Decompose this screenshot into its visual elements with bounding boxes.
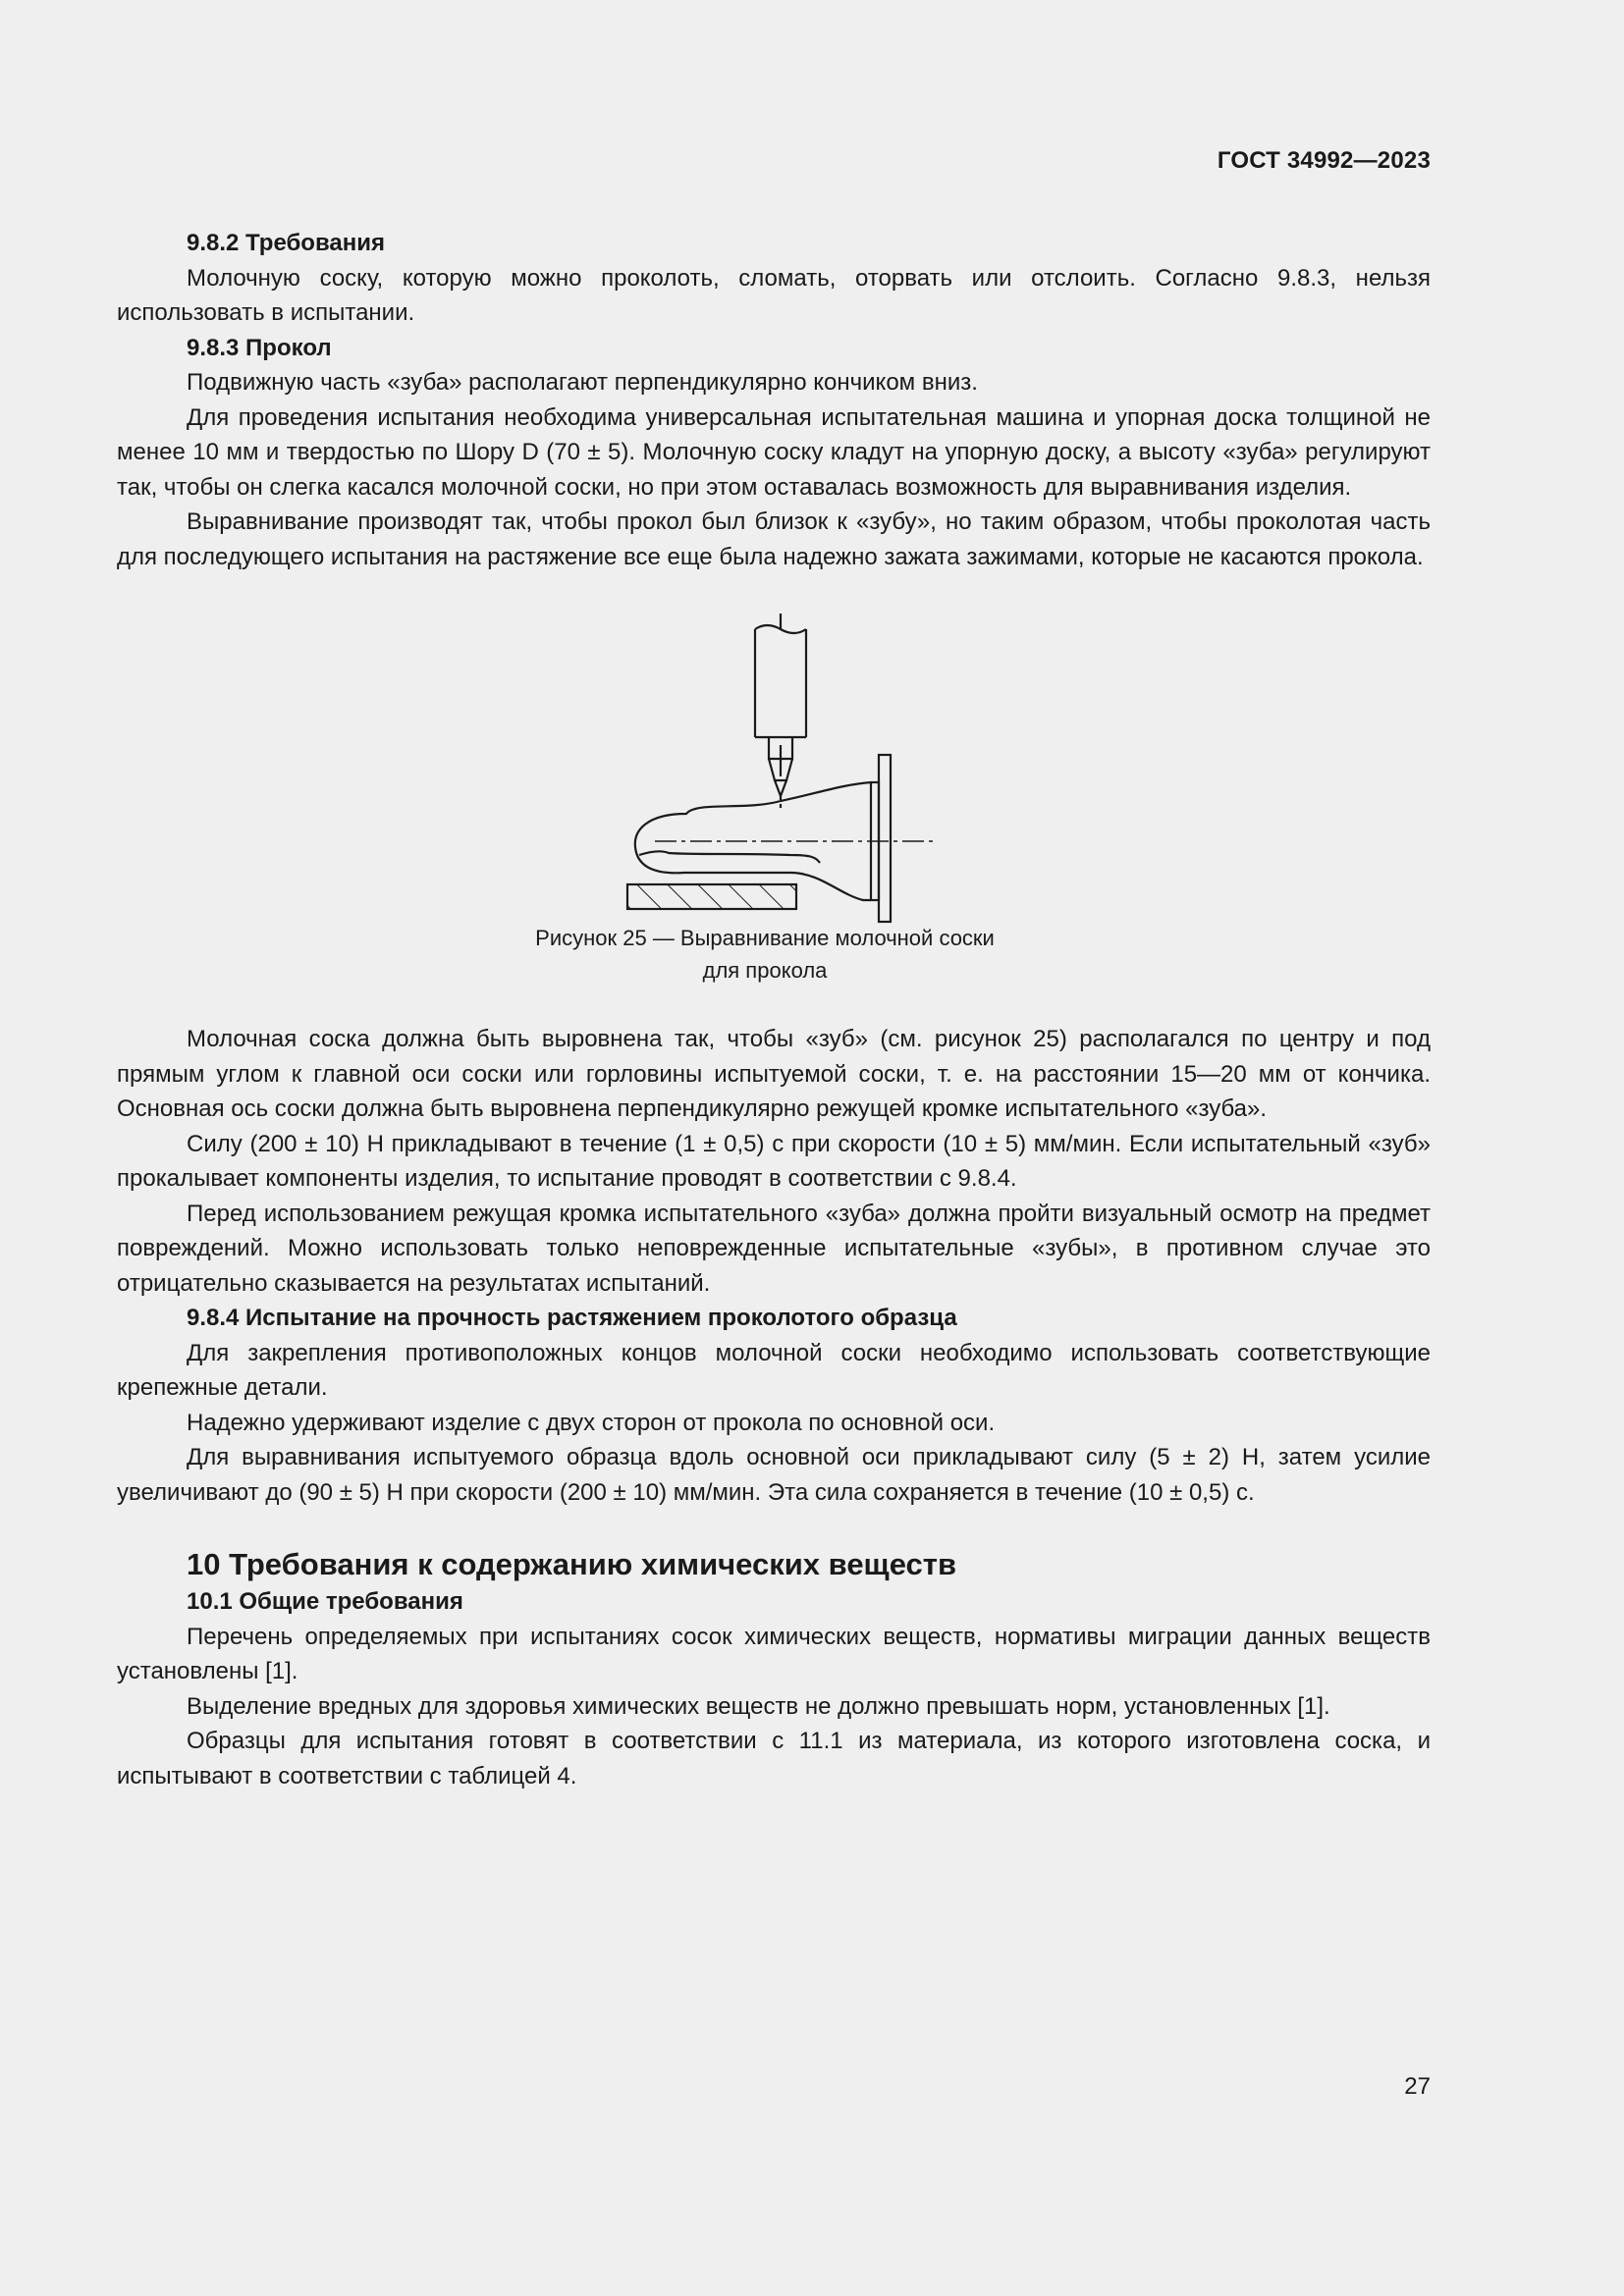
paragraph: Образцы для испытания готовят в соответствии с 11.1 из материала, из которого изготовлена соска, и испытывают в соответствии с таблицей 4. xyxy=(117,1728,1431,1789)
paragraph: Для проведения испытания необходима универсальная испытательная машина и упорная доска толщиной не менее 10 мм и твердостью по Шору D (70 ± 5). Молочную соску кладут на упорную доску, а высоту «зуба» регулируют так, чтобы он слегка касался молочной соски, но при этом оставалась возможность для выравнивания изделия. xyxy=(117,403,1431,501)
paragraph: Для закрепления противоположных концов молочной соски необходимо использовать соответствующие крепежные детали. xyxy=(117,1339,1431,1401)
section-heading-9-8-3: 9.8.3 Прокол xyxy=(187,334,332,361)
caption-line: для прокола xyxy=(702,958,828,983)
support-board xyxy=(627,884,796,909)
paragraph: Перечень определяемых при испытаниях сосок химических веществ, нормативы миграции данных веществ установлены [1]. xyxy=(117,1623,1431,1684)
paragraph: Выравнивание производят так, чтобы прокол был близок к «зубу», но таким образом, чтобы проколотая часть для последующего испытания на растяжение все еще была надежно зажата зажимами, которые не касаются прокола. xyxy=(117,508,1431,570)
paragraph: Молочную соску, которую можно проколоть, сломать, оторвать или отслоить. Согласно 9.8.3, нельзя использовать в испытании. xyxy=(117,264,1431,326)
paragraph: Молочная соска должна быть выровнена так, чтобы «зуб» (см. рисунок 25) располагался по центру и под прямым углом к главной оси соски или горловины испытуемой соски, т. е. на расстоянии 15—20 мм от кончика. Основная ось соски должна быть выровнена перпендикулярно режущей кромке испытательного «зуба». xyxy=(117,1026,1431,1122)
paragraph: Выделение вредных для здоровья химических веществ не должно превышать норм, установленных [1]. xyxy=(187,1692,1330,1720)
test-tooth xyxy=(755,614,806,809)
caption-line: Рисунок 25 — Выравнивание молочной соски xyxy=(535,926,995,950)
paragraph: Для выравнивания испытуемого образца вдоль основной оси прикладывают силу (5 ± 2) Н, затем усилие увеличивают до (90 ± 5) Н при скорости (200 ± 10) мм/мин. Эта сила сохраняется в течение (10 ± 0,5) с. xyxy=(117,1444,1431,1506)
figure-25 xyxy=(117,610,1431,1022)
paragraph: Подвижную часть «зуба» располагают перпендикулярно кончиком вниз. xyxy=(187,369,978,396)
section-heading-10-1: 10.1 Общие требования xyxy=(187,1588,463,1615)
teat-alignment-drawing xyxy=(117,610,1431,934)
figure-caption xyxy=(117,922,1413,987)
paragraph: Надежно удерживают изделие с двух сторон от прокола по основной оси. xyxy=(187,1409,996,1436)
section-heading-10: 10 Требования к содержанию химических веществ xyxy=(187,1547,957,1581)
paragraph: Силу (200 ± 10) Н прикладывают в течение (1 ± 0,5) с при скорости (10 ± 5) мм/мин. Если испытательный «зуб» прокалывает компоненты изделия, то испытание проводят в соответствии с 9.8.4. xyxy=(117,1130,1431,1192)
page-number: 27 xyxy=(1404,2073,1431,2100)
section-heading-9-8-2: 9.8.2 Требования xyxy=(187,230,386,256)
page-content xyxy=(117,226,1431,1793)
document-code: ГОСТ 34992—2023 xyxy=(1217,147,1431,174)
section-heading-9-8-4: 9.8.4 Испытание на прочность растяжением проколотого образца xyxy=(187,1305,957,1331)
paragraph: Перед использованием режущая кромка испытательного «зуба» должна пройти визуальный осмотр на предмет повреждений. Можно использовать только неповрежденные испытательные «зубы», в противном случае это отрицательно сказывается на результатах испытаний. xyxy=(117,1200,1431,1297)
